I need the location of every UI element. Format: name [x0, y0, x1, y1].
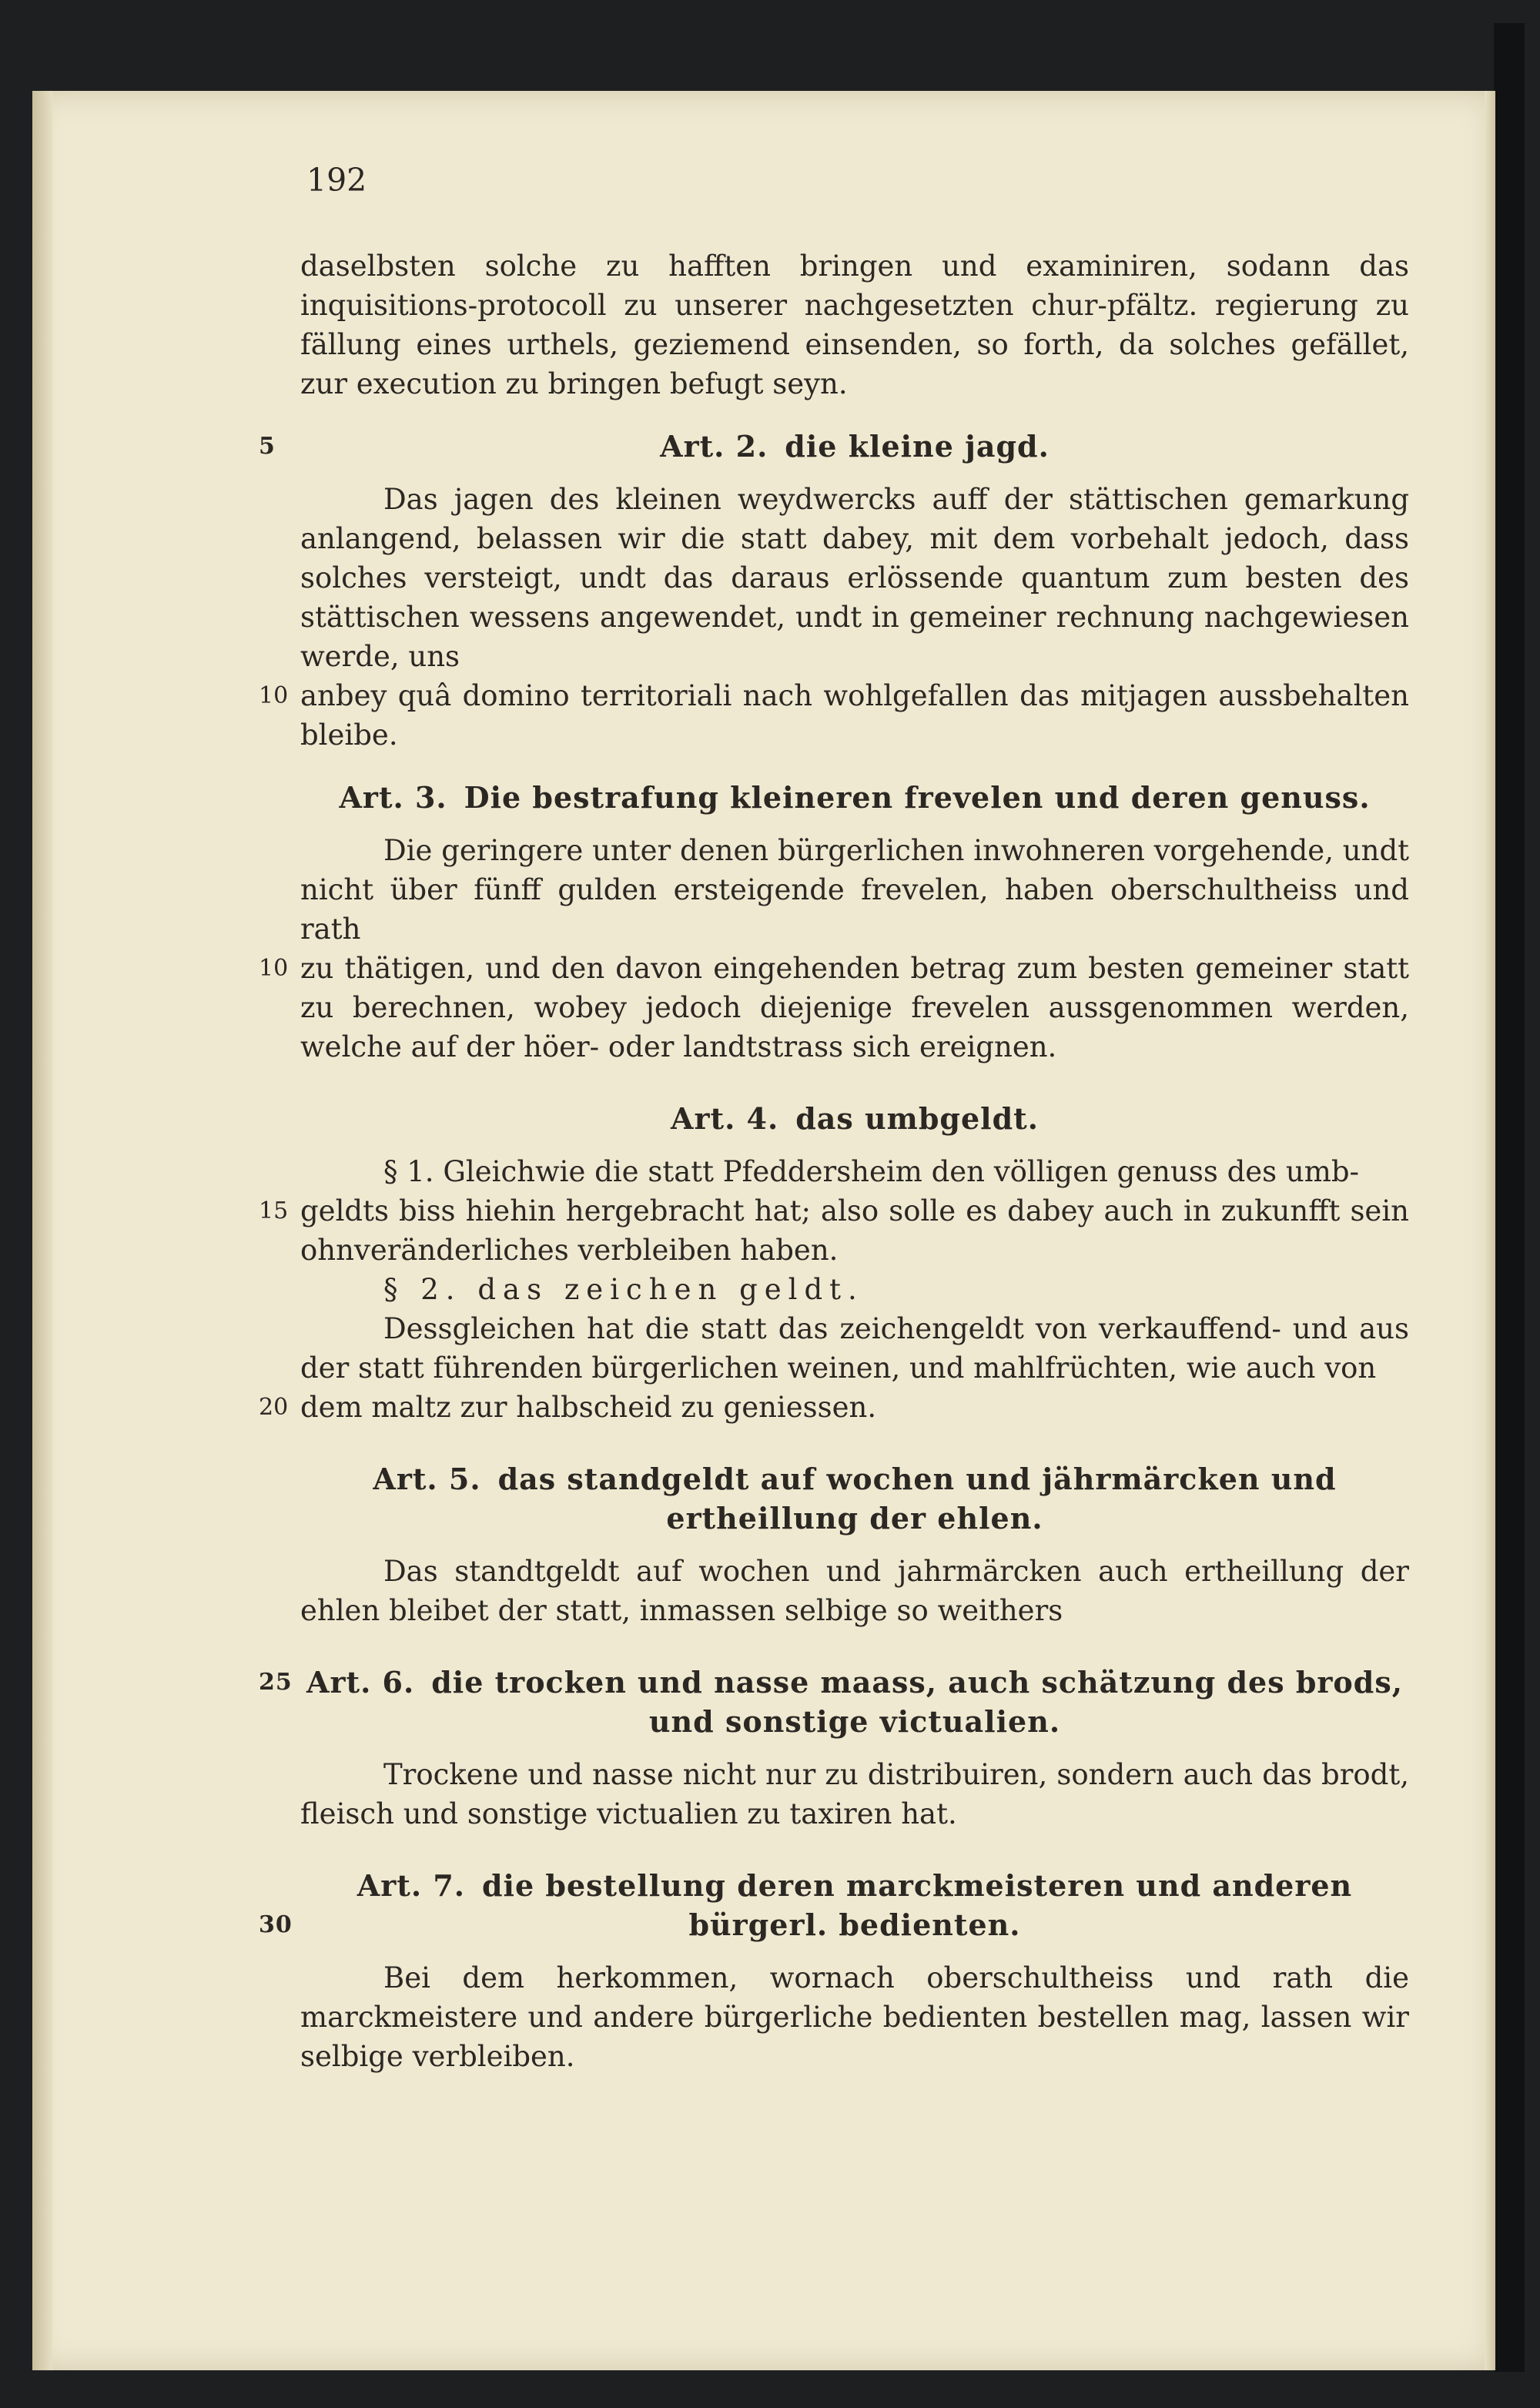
art6-title: die trocken und nasse maass, auch schätzung des brods, und sonstige victualien.: [431, 1665, 1403, 1739]
art2-label: Art. 2.: [660, 429, 768, 464]
art3-heading: [300, 778, 1409, 817]
scan-background-strip: [1494, 23, 1525, 2372]
art4-title: das umbgeldt.: [795, 1101, 1039, 1136]
art4-label: Art. 4.: [671, 1101, 779, 1136]
art2-title: die kleine jagd.: [785, 429, 1050, 464]
art2-text-a: Das jagen des kleinen weydwercks auff der stättischen gemarkung anlangend, belassen wir die statt dabey, mit dem vorbehalt jedoch, dass solches versteigt, undt das daraus erlössende quantum zum besten des stättischen wessens angewendet, undt in gemeiner rechnung nachgewiesen werde, uns: [300, 483, 1409, 673]
art3-label: Art. 3.: [339, 780, 447, 815]
art5-text: Das standtgeldt auf wochen und jahrmärcken auch ertheillung der ehlen bleibet der statt, inmassen selbige so weithers: [300, 1555, 1409, 1627]
page-left-edge: [32, 91, 52, 2370]
art4-heading: [300, 1099, 1409, 1138]
art7-text: Bei dem herkommen, wornach oberschultheiss und rath die marckmeistere und andere bürgerliche bedienten bestellen mag, lassen wir selbige verbleiben.: [300, 1961, 1409, 2073]
art6-text: Trockene und nasse nicht nur zu distribuiren, sondern auch das brodt, fleisch und sonstige victualien zu taxiren hat.: [300, 1758, 1409, 1830]
art4-s2-heading: § 2. das zeichen geldt.: [383, 1273, 864, 1306]
art3-title: Die bestrafung kleineren frevelen und deren genuss.: [464, 780, 1371, 815]
art4-s2-a: Dessgleichen hat die statt das zeichengeldt von verkauffend- und aus der statt führenden bürgerlichen weinen, und mahlfrüchten, wie auch von: [300, 1312, 1409, 1385]
art4-s2-b: dem maltz zur halbscheid zu geniessen.: [300, 1391, 877, 1424]
line-number-20: 20: [259, 1394, 289, 1421]
art5-title: das standgeldt auf wochen und jährmärcken und ertheillung der ehlen.: [497, 1462, 1337, 1536]
art3-text-b: zu thätigen, und den davon eingehenden betrag zum besten gemeiner statt zu berechnen, wobey jedoch diejenige frevelen aussgenommen werden, welche auf der höer- oder landtstrass sich ereignen.: [300, 952, 1409, 1063]
art5-heading: [300, 1459, 1409, 1538]
art4-s1-b: geldts biss hiehin hergebracht hat; also solle es dabey auch in zukunfft sein ohnveränderliches verbleiben haben.: [300, 1194, 1409, 1267]
page-body: [259, 246, 1409, 2076]
art3-text-a: Die geringere unter denen bürgerlichen inwohneren vorgehende, undt nicht über fünff gulden ersteigende frevelen, haben oberschultheiss und rath: [300, 834, 1409, 946]
intro-paragraph: daselbsten solche zu hafften bringen und examiniren, sodann das inquisitions-protocoll zu unserer nachgesetzten chur-pfältz. regierung zu fällung eines urthels, geziemend einsenden, so forth, da solches gefället, zur execution zu bringen befugt seyn.: [300, 250, 1409, 400]
line-number-25: 25: [259, 1669, 293, 1696]
art7-label: Art. 7.: [357, 1868, 465, 1903]
art5-label: Art. 5.: [373, 1462, 481, 1496]
art2-text-b: anbey quâ domino territoriali nach wohlgefallen das mitjagen aussbehalten bleibe.: [300, 679, 1409, 752]
line-number-10a: 10: [259, 682, 289, 709]
art2-heading: [259, 427, 1409, 466]
art7-title: die bestellung deren marckmeisteren und anderen bürgerl. bedienten.: [481, 1868, 1353, 1942]
art6-heading: [259, 1663, 1409, 1741]
line-number-30: 30: [259, 1911, 293, 1938]
page-number: 192: [306, 162, 367, 199]
art6-label: Art. 6.: [306, 1665, 415, 1700]
line-number-5: 5: [259, 433, 276, 460]
line-number-10b: 10: [259, 955, 289, 982]
line-number-15: 15: [259, 1197, 289, 1224]
art7-heading: [259, 1866, 1409, 1944]
page-right-edge: [1485, 91, 1495, 2370]
art4-s1-a: § 1. Gleichwie die statt Pfeddersheim den völligen genuss des umb-: [383, 1155, 1360, 1188]
